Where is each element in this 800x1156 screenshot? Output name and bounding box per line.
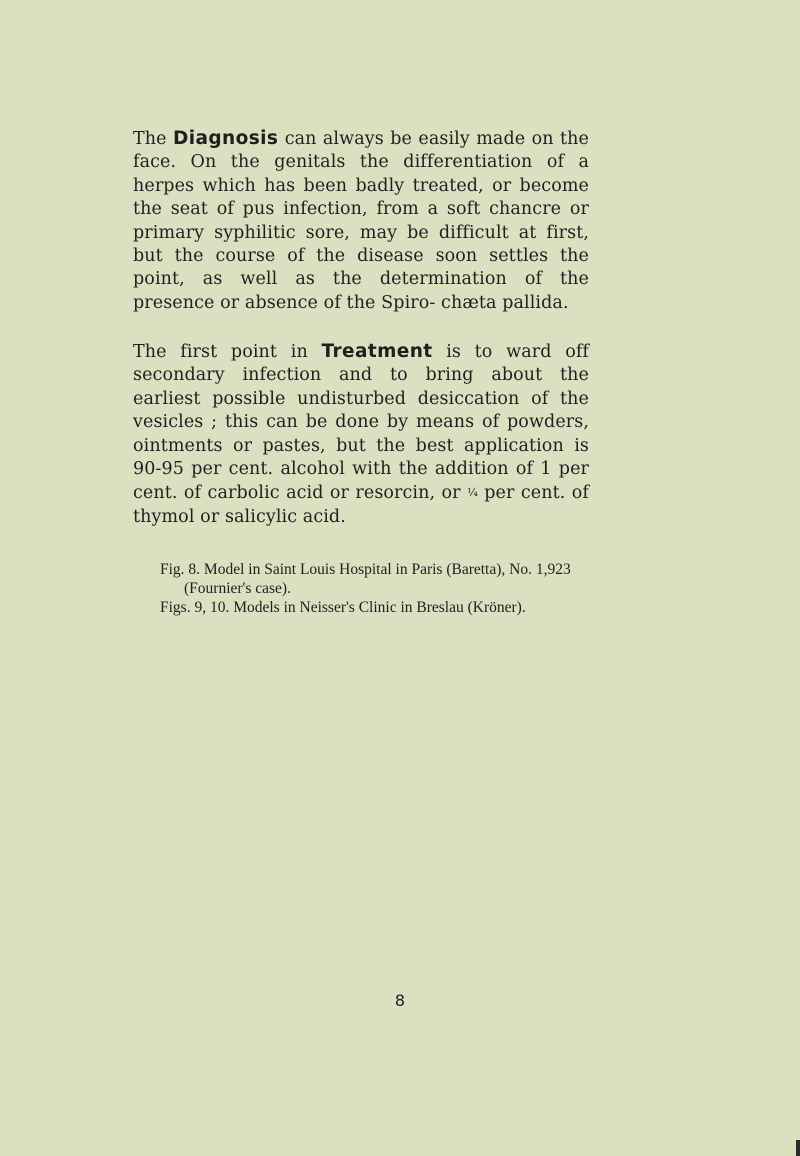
diagnosis-lead: The bbox=[133, 129, 167, 149]
caption-fig-8: Fig. 8. Model in Saint Louis Hospital in Paris (Baretta), No. 1,923 (Fournier's case). bbox=[160, 561, 571, 597]
diagnosis-text: can always be easily made on the face. On the genitals the differentiation of a herpes which has been badly treated, or become the seat of pus infection, from a soft chancre or primary syphilitic sore, may be difficult at first, but the course of the disease soon settles the point, as well as the determination of the presence or absence of the Spiro- chæta pallida. bbox=[133, 129, 589, 313]
treatment-text-before-fraction: is to ward off secondary infection and to bring about the earliest possible undisturbed desiccation of the vesicles ; this can be done by means of powders, ointments or pastes, but the best application is 90-95 per cent. alcohol with the addition of 1 per cent. of carbolic acid or resorcin, or bbox=[133, 342, 589, 504]
treatment-heading: Treatment bbox=[321, 341, 433, 362]
diagnosis-heading: Diagnosis bbox=[173, 128, 279, 149]
caption-figs-9-10: Figs. 9, 10. Models in Neisser's Clinic in Breslau (Kröner). bbox=[160, 599, 526, 616]
treatment-text-after-fraction: per cent. of thymol or salicylic acid. bbox=[133, 483, 589, 527]
treatment-lead: The first point in bbox=[133, 342, 308, 362]
page-number: 8 bbox=[394, 991, 406, 1010]
page-edge-mark bbox=[796, 1140, 800, 1156]
treatment-paragraph bbox=[133, 340, 589, 529]
quarter-fraction: ¼ bbox=[467, 486, 478, 500]
figure-captions bbox=[160, 560, 610, 617]
diagnosis-paragraph bbox=[133, 127, 589, 315]
